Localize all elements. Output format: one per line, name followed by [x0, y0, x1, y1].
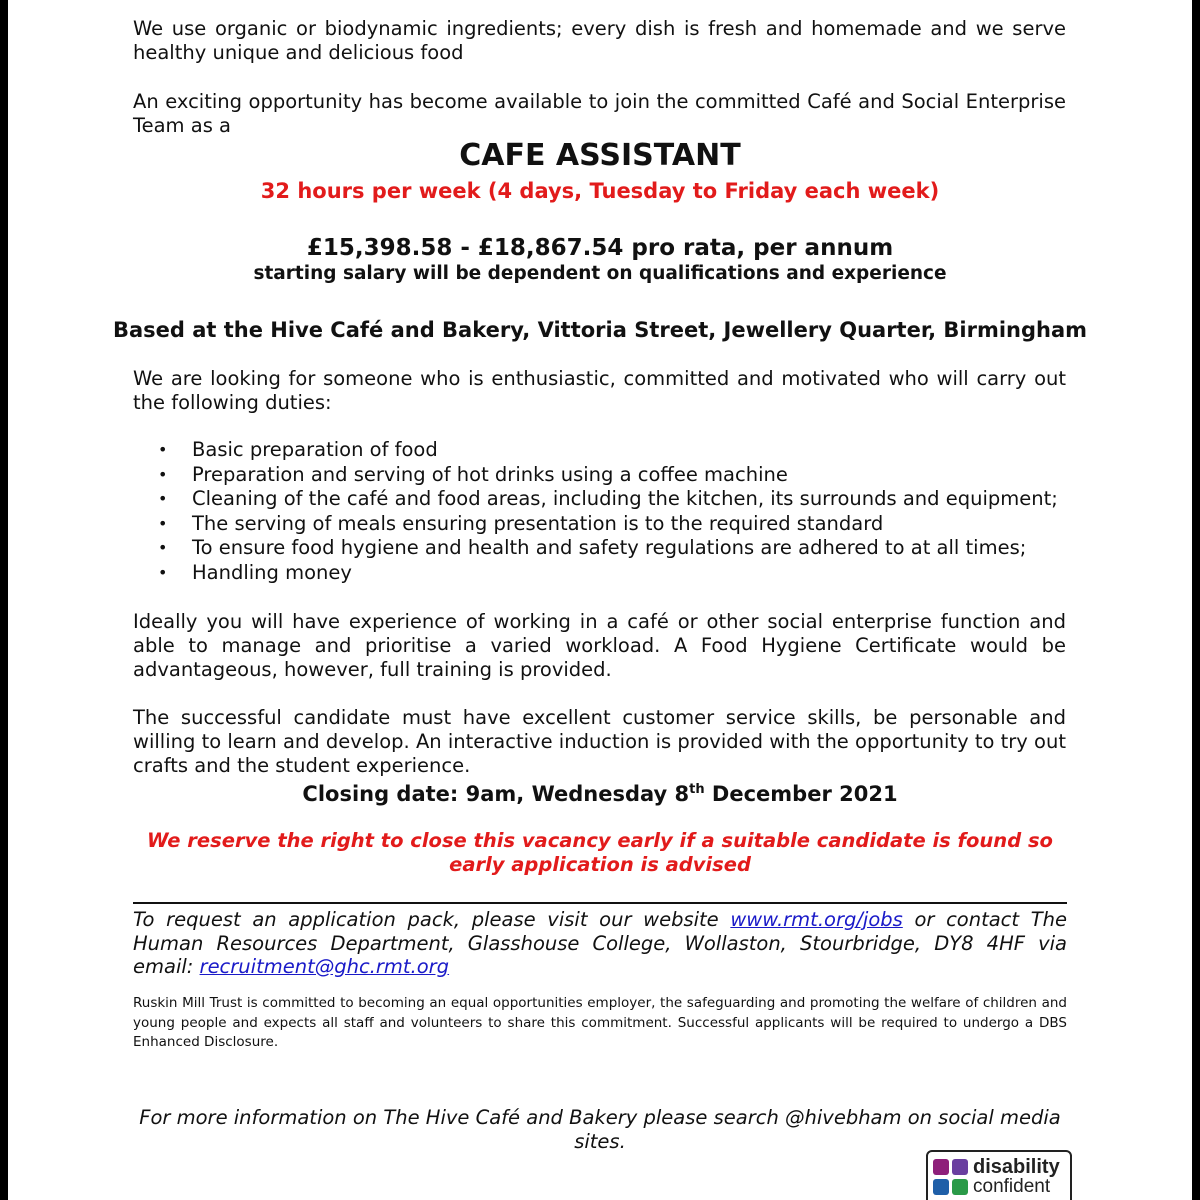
- bullet-icon: •: [158, 538, 168, 558]
- reserve-notice: We reserve the right to close this vacancy early if a suitable candidate is found so early application is advised: [147, 829, 1053, 876]
- bullet-icon: •: [158, 489, 168, 509]
- bullet-icon: •: [158, 562, 168, 582]
- website-link[interactable]: www.rmt.org/jobs: [730, 908, 903, 931]
- disability-confident-badge: [926, 1150, 1072, 1200]
- duty-text: To ensure food hygiene and health and safety regulations are adhered to at all times;: [192, 536, 1027, 560]
- apply-text: To request an application pack, please visit our website: [133, 908, 731, 931]
- duty-item: [133, 487, 1073, 512]
- duty-text: Basic preparation of food: [192, 438, 438, 461]
- bullet-icon: •: [158, 513, 168, 533]
- closing-date-suffix: December 2021: [704, 782, 898, 806]
- candidate-paragraph: The successful candidate must have excellent customer service skills, be personable and willing to learn and develop. An interactive induction is provided with the opportunity to try out crafts and the student experience.: [133, 706, 1066, 777]
- badge-square-icon: [952, 1179, 968, 1195]
- ingredients-paragraph: We use organic or biodynamic ingredients; every dish is fresh and homemade and we serve healthy unique and delicious food: [133, 17, 1066, 64]
- badge-line-1: disability: [973, 1156, 1060, 1178]
- duties-list: [133, 438, 1073, 586]
- equal-opportunities-statement: Ruskin Mill Trust is committed to becoming an equal opportunities employer, the safeguarding and promoting the welfare of children and young people and expects all staff and volunteers to share this commitment. Successful applicants will be required to undergo a DBS Enhanced Disclosure.: [133, 995, 1067, 1050]
- badge-square-icon: [933, 1159, 949, 1175]
- duty-item: [133, 512, 1073, 537]
- bullet-icon: •: [158, 464, 168, 484]
- closing-date-prefix: Closing date: 9am, Wednesday 8: [302, 782, 690, 806]
- job-advert-page: [8, 0, 1192, 1200]
- duty-item: [133, 463, 1073, 488]
- bullet-icon: •: [158, 440, 168, 459]
- job-location: Based at the Hive Café and Bakery, Vittoria Street, Jewellery Quarter, Birmingham: [112, 318, 1088, 342]
- duty-item: [133, 438, 1073, 463]
- badge-square-icon: [952, 1159, 968, 1175]
- job-salary: £15,398.58 - £18,867.54 pro rata, per annum: [306, 235, 894, 261]
- job-title: CAFE ASSISTANT: [459, 138, 741, 173]
- duty-text: The serving of meals ensuring presentation is to the required standard: [192, 511, 884, 535]
- more-info: For more information on The Hive Café and Bakery please search @hivebham on social media sites.: [139, 1106, 1061, 1153]
- email-link[interactable]: recruitment@ghc.rmt.org: [199, 955, 450, 978]
- badge-square-icon: [933, 1179, 949, 1195]
- badge-line-2: confident: [973, 1176, 1051, 1197]
- experience-paragraph: Ideally you will have experience of working in a café or other social enterprise function and able to manage and prioritise a varied workload. A Food Hygiene Certificate would be advantageous, however, full training is provided.: [133, 610, 1066, 681]
- closing-date-ordinal: th: [689, 782, 705, 797]
- opportunity-paragraph: An exciting opportunity has become available to join the committed Café and Social Enterprise Team as a: [133, 90, 1066, 137]
- divider: [133, 902, 1067, 904]
- apply-text-middle: or contact The Human Resources Department, Glasshouse College, Wollaston, Stourbridge, DY8 4HF via email:: [133, 908, 1067, 978]
- duty-text: Preparation and serving of hot drinks using a coffee machine: [192, 462, 788, 486]
- duty-item: [133, 536, 1073, 561]
- duty-text: Handling money: [192, 560, 352, 584]
- closing-date: [8, 776, 1192, 808]
- duty-text: Cleaning of the café and food areas, including the kitchen, its surrounds and equipment;: [192, 487, 1058, 511]
- job-hours: 32 hours per week (4 days, Tuesday to Friday each week): [260, 179, 940, 203]
- duty-item: [133, 561, 1073, 586]
- duties-intro: We are looking for someone who is enthusiastic, committed and motivated who will carry out the following duties:: [133, 367, 1066, 414]
- apply-instructions: [133, 908, 1067, 979]
- salary-note: starting salary will be dependent on qualifications and experience: [253, 263, 947, 284]
